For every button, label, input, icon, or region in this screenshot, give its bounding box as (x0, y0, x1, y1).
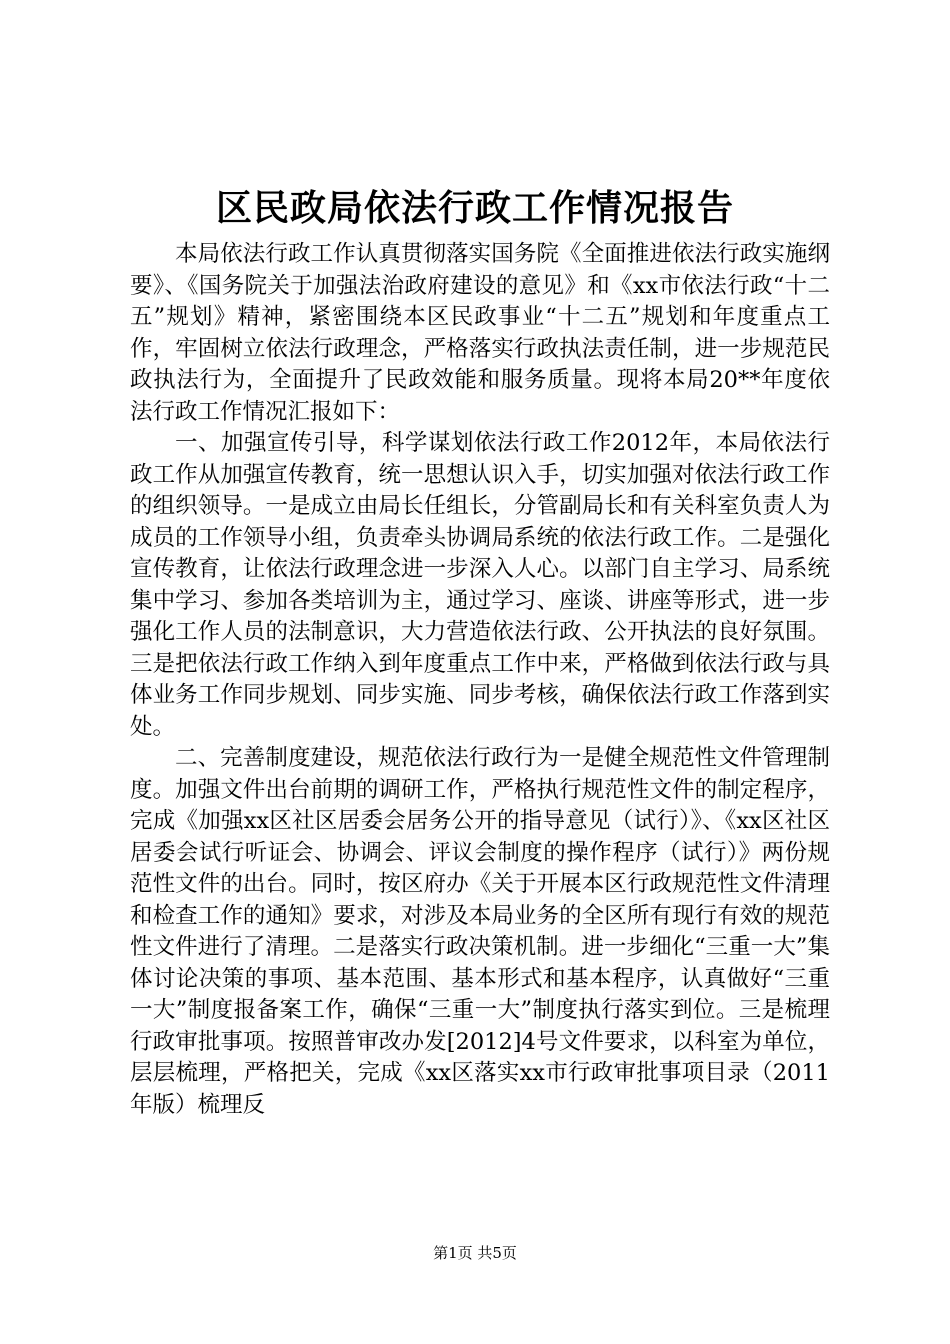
document-body (130, 239, 830, 1121)
page-indicator: 第1页 共5页 (433, 1244, 517, 1262)
paragraph-section-1: 一、加强宣传引导，科学谋划依法行政工作2012年，本局依法行政工作从加强宣传教育，统一思想认识入手，切实加强对依法行政工作的组织领导。一是成立由局长任组长，分管副局长和有关科室负责人为成员的工作领导小组，负责牵头协调局系统的依法行政工作。二是强化宣传教育，让依法行政理念进一步深入人心。以部门自主学习、局系统集中学习、参加各类培训为主，通过学习、座谈、讲座等形式，进一步强化工作人员的法制意识，大力营造依法行政、公开执法的良好氛围。三是把依法行政工作纳入到年度重点工作中来，严格做到依法行政与具体业务工作同步规划、同步实施、同步考核，确保依法行政工作落到实处。 (130, 430, 830, 740)
paragraph-intro: 本局依法行政工作认真贯彻落实国务院《全面推进依法行政实施纲要》、《国务院关于加强法治政府建设的意见》和《xx市依法行政“十二五”规划》精神，紧密围绕本区民政事业“十二五”规划和年度重点工作，牢固树立依法行政理念，严格落实行政执法责任制，进一步规范民政执法行为，全面提升了民政效能和服务质量。现将本局20**年度依法行政工作情况汇报如下： (130, 241, 830, 425)
page-footer (0, 1242, 950, 1264)
paragraph-section-2: 二、完善制度建设，规范依法行政行为一是健全规范性文件管理制度。加强文件出台前期的调研工作，严格执行规范性文件的制定程序，完成《加强xx区社区居委会居务公开的指导意见（试行）》、《xx区社区居委会试行听证会、协调会、评议会制度的操作程序（试行）》两份规范性文件的出台。同时，按区府办《关于开展本区行政规范性文件清理和检查工作的通知》要求，对涉及本局业务的全区所有现行有效的规范性文件进行了清理。二是落实行政决策机制。进一步细化“三重一大”集体讨论决策的事项、基本范围、基本形式和基本程序，认真做好“三重一大”制度报备案工作，确保“三重一大”制度执行落实到位。三是梳理行政审批事项。按照普审改办发[2012]4号文件要求，以科室为单位，层层梳理，严格把关，完成《xx区落实xx市行政审批事项目录（2011年版）梳理反 (130, 745, 830, 1118)
document-title: 区民政局依法行政工作情况报告 (215, 187, 734, 229)
